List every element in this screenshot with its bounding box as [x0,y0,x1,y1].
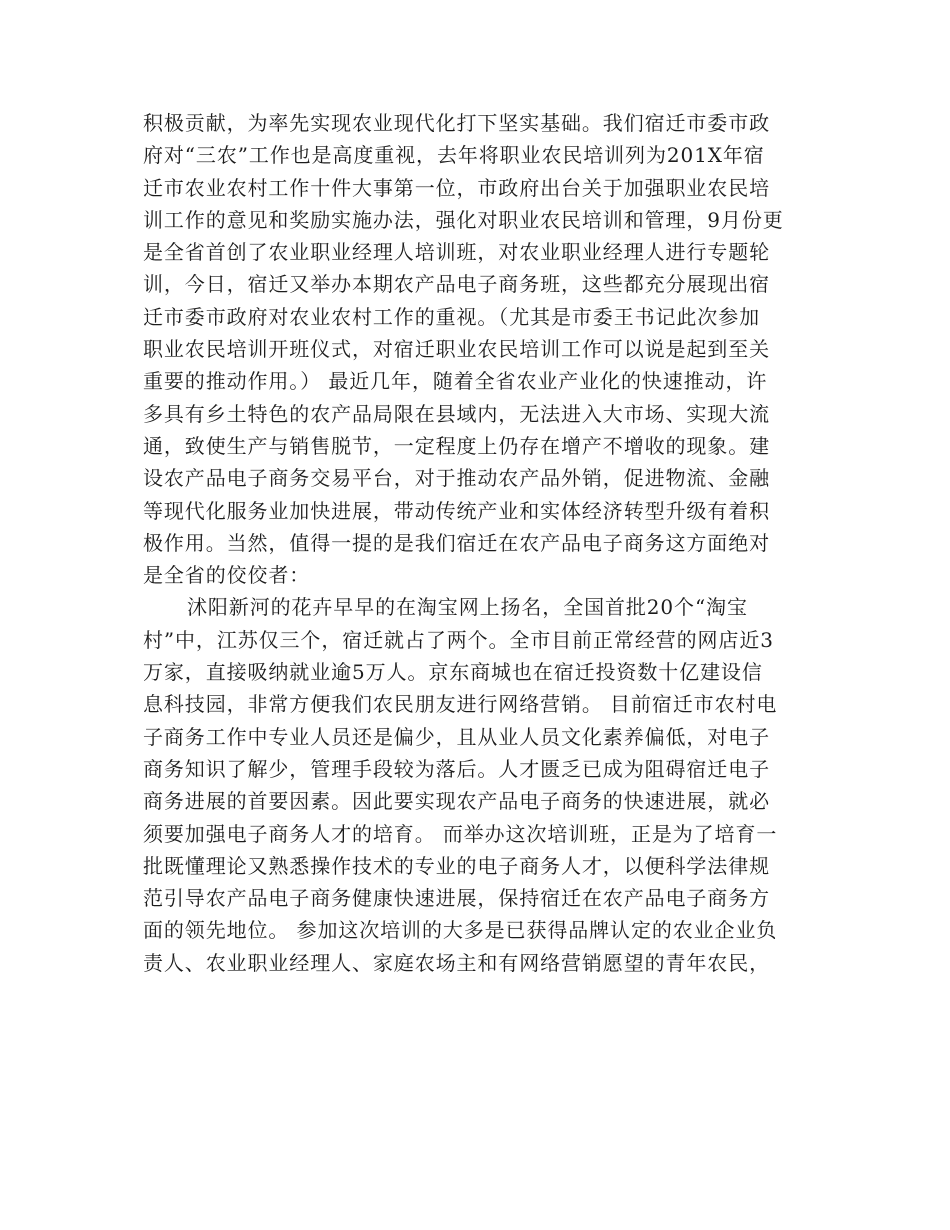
text-line: 商务进展的首要因素。因此要实现农产品电子商务的快速进展，就必 [143,789,770,814]
text-line: 商务知识了解少，管理手段较为落后。人才匮乏已成为阻碍宿迁电子 [143,756,770,781]
text-line: 积极贡献，为率先实现农业现代化打下坚实基础。我们宿迁市委市政 [143,111,770,135]
text-line: 重要的推动作用。） 最近几年，随着全省农业产业化的快速推动，许 [143,369,768,394]
text-line: 万家，直接吸纳就业逾5万人。京东商城也在宿迁投资数十亿建设信 [143,660,763,685]
text-line: 批既懂理论又熟悉操作技术的专业的电子商务人才，以便科学法律规 [143,853,770,878]
body-text [143,107,823,979]
text-line: 职业农民培训开班仪式，对宿迁职业农民培训工作可以说是起到至关 [143,337,770,362]
text-line: 息科技园，非常方便我们农民朋友进行网络营销。 目前宿迁市农村电 [143,692,778,717]
text-line: 是全省的佼佼者： [143,563,311,588]
text-line: 府对“三农”工作也是高度重视，去年将职业农民培训列为201X年宿 [143,143,765,168]
text-line: 子商务工作中专业人员还是偏少，且从业人员文化素养偏低，对电子 [143,724,770,749]
text-line: 设农产品电子商务交易平台，对于推动农产品外销，促进物流、金融 [143,466,770,491]
text-line: 面的领先地位。 参加这次培训的大多是已获得品牌认定的农业企业负 [143,918,778,943]
text-line: 须要加强电子商务人才的培育。 而举办这次培训班，正是为了培育一 [143,821,778,846]
text-line: 训，今日，宿迁又举办本期农产品电子商务班，这些都充分展现出宿 [143,272,770,297]
paragraph-start-line: 沭阳新河的花卉早早的在淘宝网上扬名，全国首批20个“淘宝 [187,595,748,620]
text-line: 训工作的意见和奖励实施办法，强化对职业农民培训和管理，9月份更 [143,207,784,232]
text-line: 范引导农产品电子商务健康快速进展，保持宿迁在农产品电子商务方 [143,886,770,911]
text-line: 责人、农业职业经理人、家庭农场主和有网络营销愿望的青年农民， [143,950,770,975]
text-line: 是全省首创了农业职业经理人培训班，对农业职业经理人进行专题轮 [143,240,770,265]
text-line: 村”中，江苏仅三个，宿迁就占了两个。全市目前正常经营的网店近3 [143,627,774,652]
text-line: 迁市农业农村工作十件大事第一位，市政府出台关于加强职业农民培 [143,175,770,200]
text-line: 等现代化服务业加快进展，带动传统产业和实体经济转型升级有着积 [143,498,770,523]
text-line: 多具有乡土特色的农产品局限在县域内，无法进入大市场、实现大流 [143,401,770,426]
text-line: 通，致使生产与销售脱节，一定程度上仍存在增产不增收的现象。建 [143,433,770,458]
text-line: 迁市委市政府对农业农村工作的重视。（尤其是市委王书记此次参加 [143,304,760,329]
text-line: 极作用。当然，值得一提的是我们宿迁在农产品电子商务这方面绝对 [143,530,770,555]
